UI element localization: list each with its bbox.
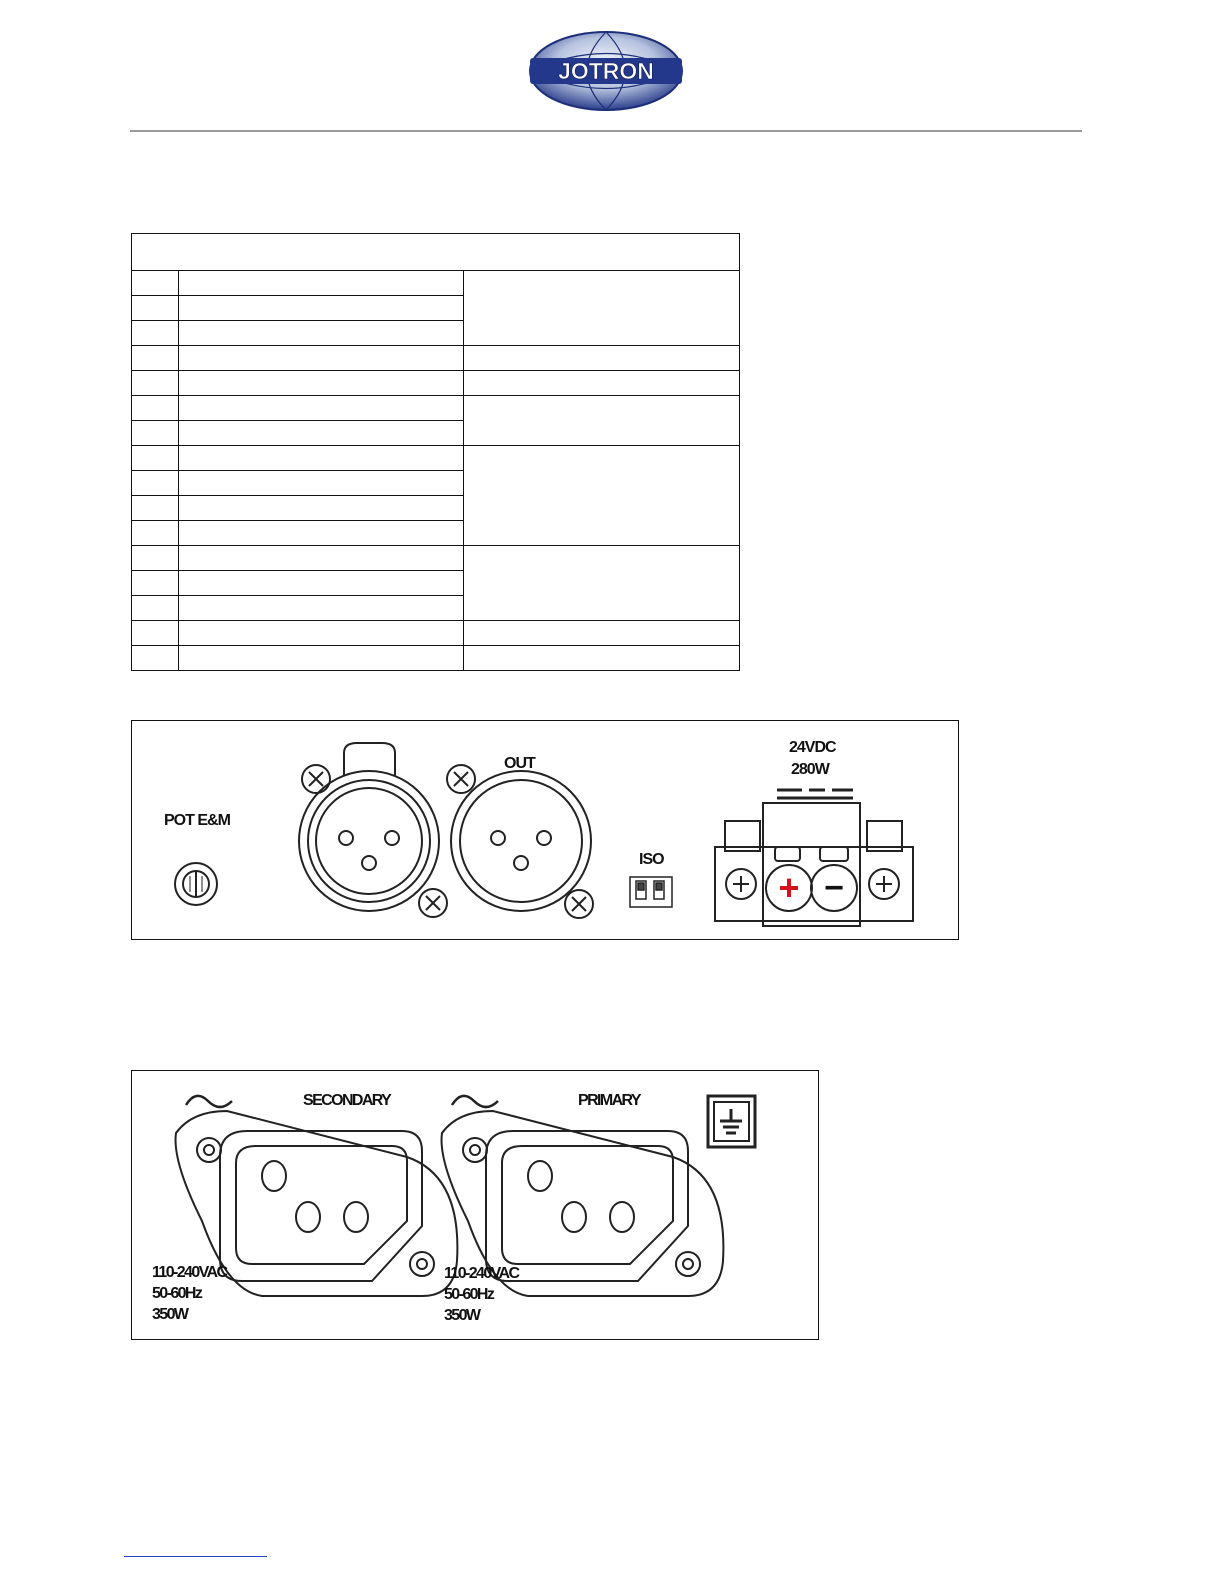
primary-ac-tilde-icon xyxy=(452,1096,498,1107)
voltage-label: 24VDC xyxy=(789,739,836,756)
primary-voltage: 110-240VAC xyxy=(444,1265,519,1282)
primary-power: 350W xyxy=(444,1307,480,1324)
iso-dip-switch-icon xyxy=(630,877,672,907)
jotron-logo xyxy=(528,30,684,112)
logo-text: JOTRON xyxy=(558,58,654,84)
ac-rear-panel xyxy=(131,1070,819,1340)
table-row xyxy=(132,621,740,646)
table-row xyxy=(132,371,740,396)
table-row xyxy=(132,396,740,421)
footer-link-underline[interactable] xyxy=(124,1556,267,1557)
secondary-ac-tilde-icon xyxy=(186,1096,232,1107)
secondary-power: 350W xyxy=(152,1306,188,1323)
table-row xyxy=(132,271,740,296)
pot-em-label: POT E&M xyxy=(164,812,230,829)
table-row xyxy=(132,446,740,471)
xlr-input-connector-icon xyxy=(299,743,447,917)
plus-terminal-label: + xyxy=(778,867,800,908)
xlr-output-connector-icon xyxy=(447,765,593,918)
logo-globe-icon xyxy=(528,30,684,112)
pin-assignment-table xyxy=(131,233,740,671)
out-label: OUT xyxy=(504,755,535,772)
secondary-label: SECONDARY xyxy=(303,1092,391,1109)
table-row xyxy=(132,346,740,371)
iso-label: ISO xyxy=(639,851,664,868)
dc-terminal-block xyxy=(715,790,913,926)
dc-rear-panel xyxy=(131,720,959,940)
protective-earth-icon xyxy=(708,1096,755,1147)
minus-terminal-label: − xyxy=(824,869,844,907)
header-divider xyxy=(130,130,1082,132)
primary-frequency: 50-60Hz xyxy=(444,1286,494,1303)
secondary-voltage: 110-240VAC xyxy=(152,1264,227,1281)
power-label: 280W xyxy=(791,761,829,778)
potentiometer-icon xyxy=(175,863,217,905)
table-row xyxy=(132,646,740,671)
primary-label: PRIMARY xyxy=(578,1092,640,1109)
table-row xyxy=(132,546,740,571)
secondary-frequency: 50-60Hz xyxy=(152,1285,202,1302)
table-title xyxy=(132,234,740,271)
